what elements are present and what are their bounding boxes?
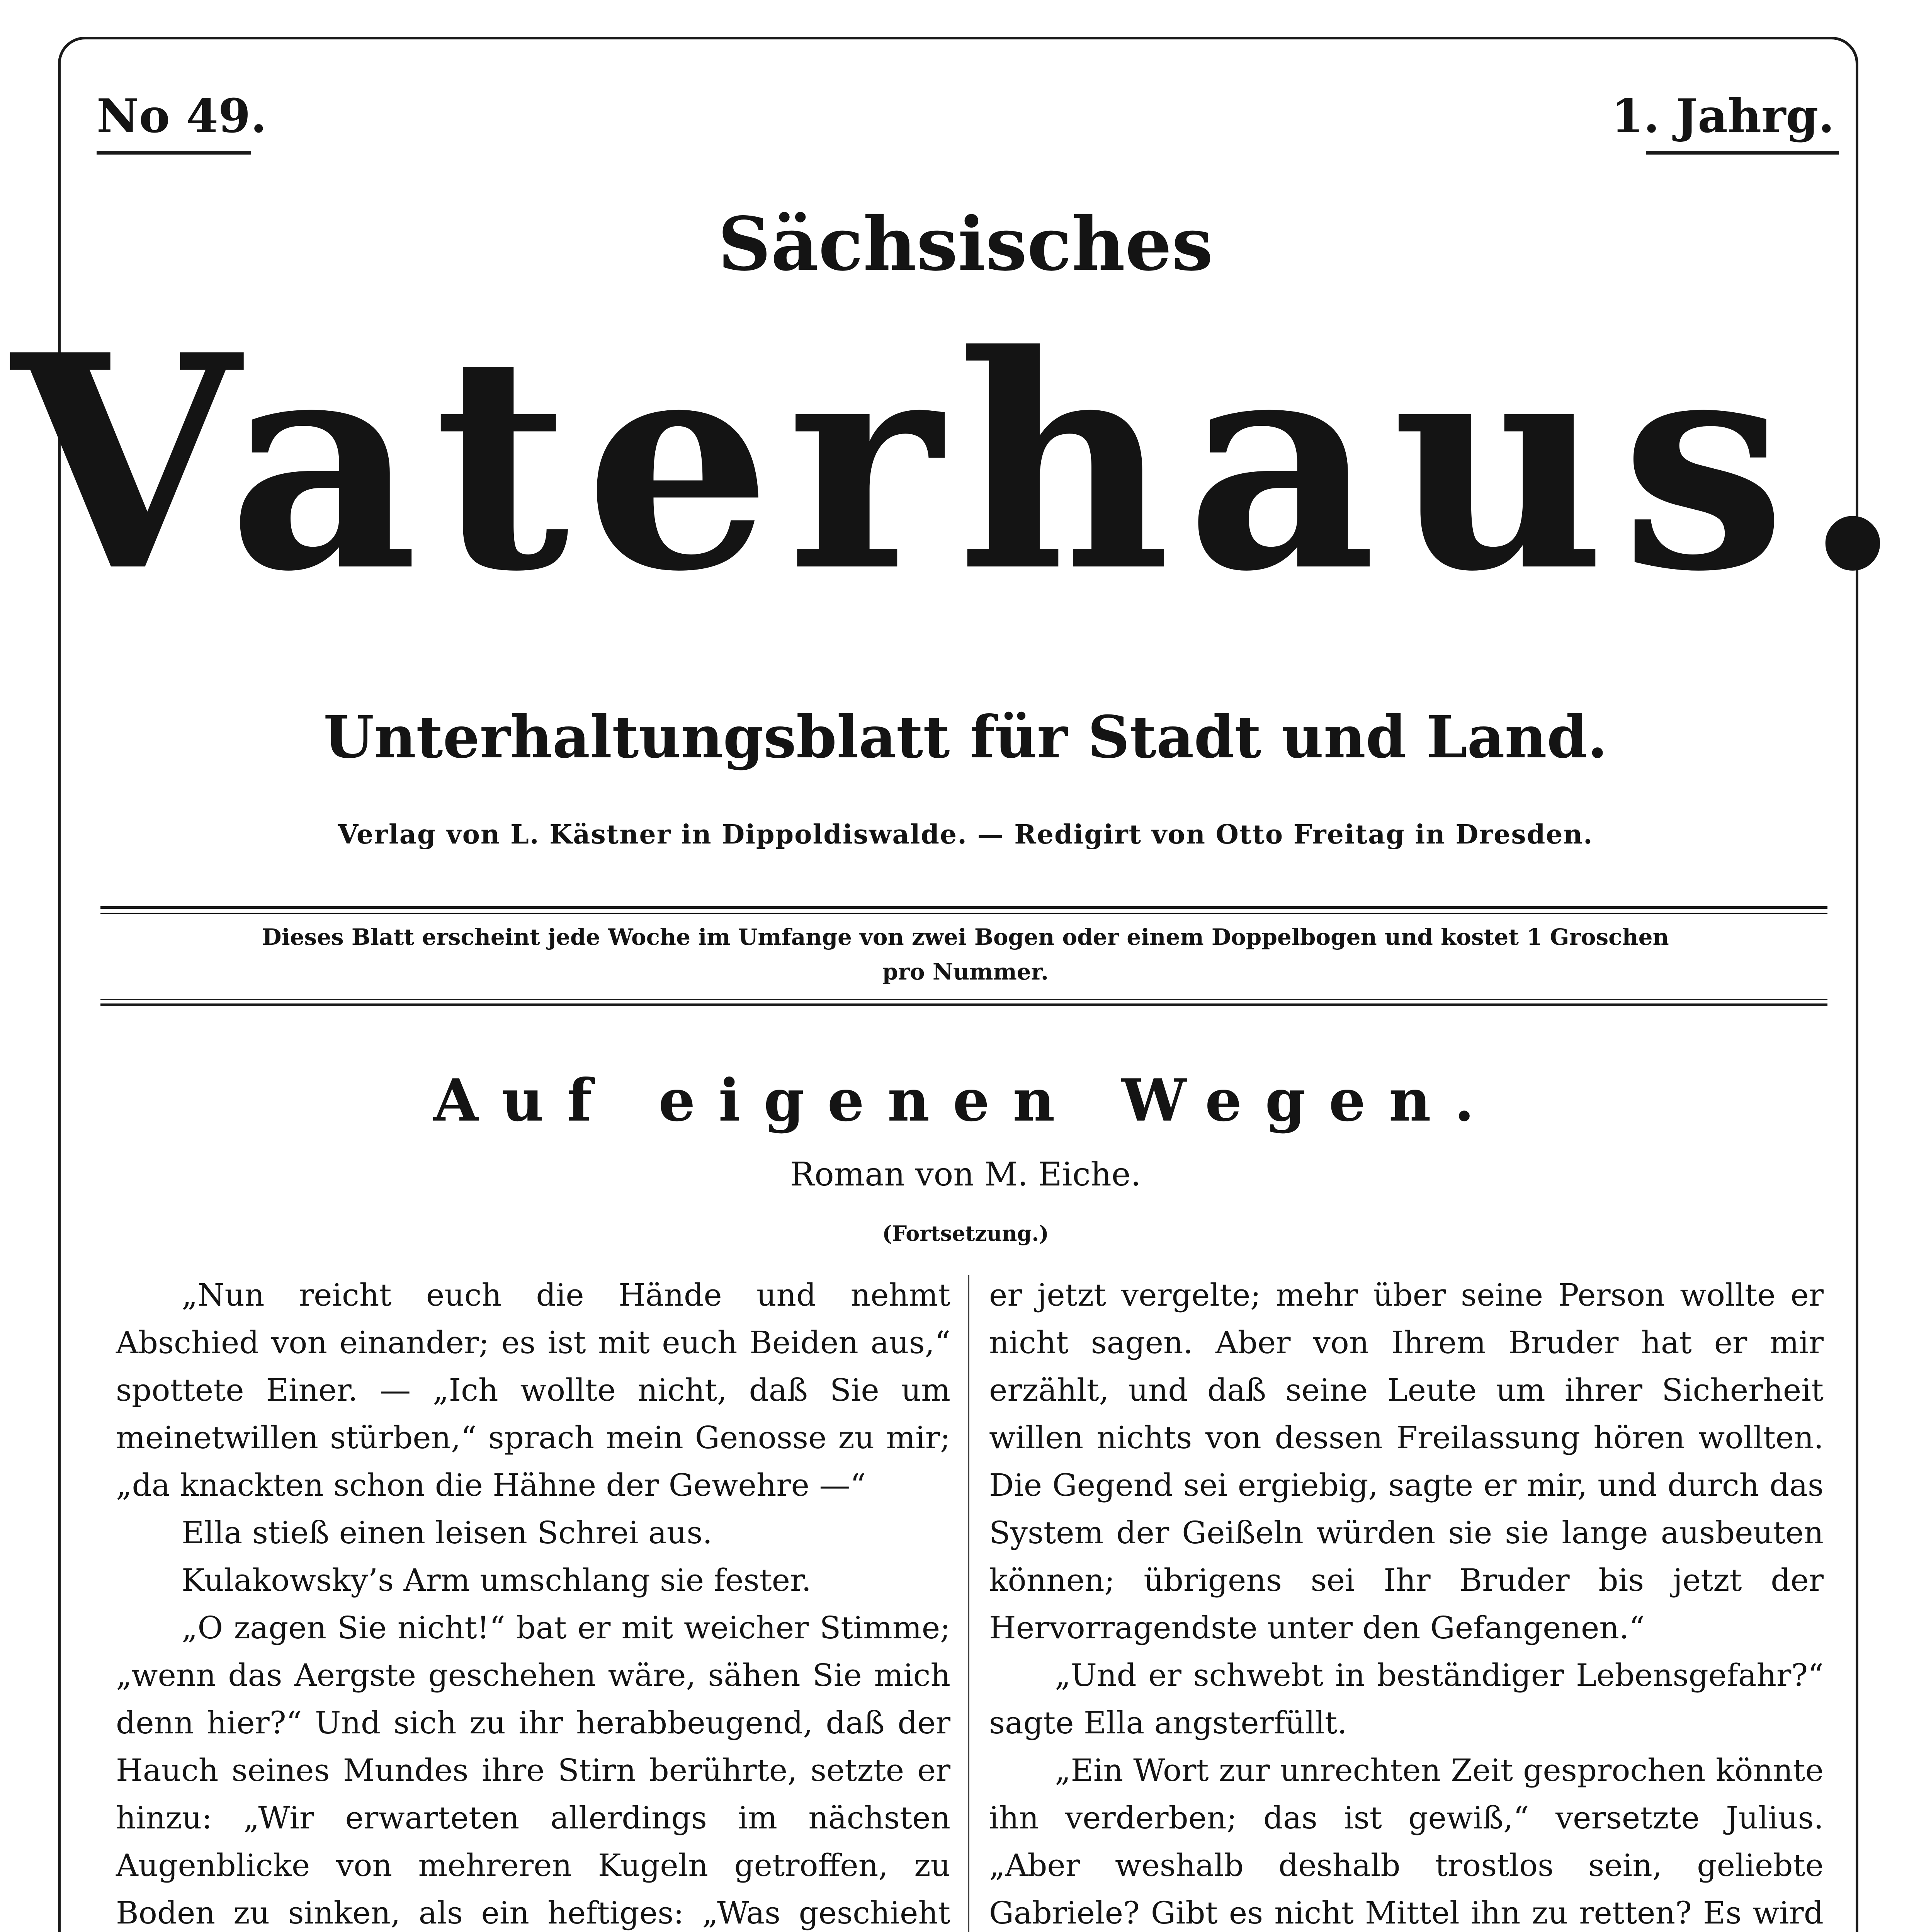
publisher-line: Verlag von L. Kästner in Dippoldiswalde. — Redigirt von Otto Freitag in Dresden.: [338, 819, 1593, 850]
notice-top-rule: [100, 906, 1827, 909]
notice-bottom-rule: [100, 1003, 1827, 1006]
paragraph: „Ein Wort zur unrechten Zeit gesprochen könnte ihn verderben; das ist gewiß,“ versetzte Julius. „Aber weshalb deshalb trostlos sein, geliebte Gabriele? Gibt es nicht Mittel ihn zu retten? Es wird: [989, 1752, 1824, 1931]
continuation-note: (Fortsetzung.): [882, 1221, 1049, 1246]
notice-line-2: pro Nummer.: [882, 959, 1049, 985]
masthead-title: Vaterhaus.: [12, 291, 1919, 636]
issue-underline: [97, 151, 251, 155]
issue-number: No 49.: [97, 89, 267, 143]
masthead-pretitle: Sächsisches: [718, 201, 1213, 287]
paragraph: Ella stieß einen leisen Schrei aus.: [182, 1515, 712, 1551]
paragraph: er jetzt vergelte; mehr über seine Person wollte er nicht sagen. Aber von Ihrem Bruder hat er mir erzählt, und daß seine Leute um ihrer Sicherheit willen nichts von dessen Freilassung hören wollten. Die Gegend sei ergiebig, sagte er mir, und durch das System der Geißeln würden sie sie lange ausbeuten können; übrigens sei Ihr Bruder bis jetzt der Hervorragendste unter den Gefangenen.“: [989, 1277, 1824, 1646]
notice-bottom-rule-thin: [100, 999, 1827, 1000]
column-divider: [968, 1275, 969, 1932]
paragraph: „Und er schwebt in beständiger Lebensgefahr?“ sagte Ella angsterfüllt.: [989, 1657, 1824, 1741]
notice-top-rule-thin: [100, 913, 1827, 914]
year-underline: [1646, 151, 1839, 155]
left-column: [116, 1271, 950, 1932]
subscription-notice: [0, 920, 1931, 989]
masthead-subtitle: Unterhaltungsblatt für Stadt und Land.: [323, 703, 1608, 771]
notice-line-1: Dieses Blatt erscheint jede Woche im Umfange von zwei Bogen oder einem Doppelbogen und kostet 1 Groschen: [262, 924, 1669, 950]
story-title: Auf eigenen Wegen.: [433, 1066, 1498, 1134]
paragraph: „Nun reicht euch die Hände und nehmt Abschied von einander; es ist mit euch Beiden aus,“ spottete Einer. — „Ich wollte nicht, daß Sie um meinetwillen stürben,“ sprach mein Genosse zu mir; „da knackten schon die Hähne der Gewehre —“: [116, 1277, 950, 1503]
right-column: [989, 1271, 1824, 1932]
paragraph: Kulakowsky’s Arm umschlang sie fester.: [182, 1562, 811, 1598]
story-author: Roman von M. Eiche.: [790, 1155, 1141, 1193]
paragraph: „O zagen Sie nicht!“ bat er mit weicher Stimme; „wenn das Aergste geschehen wäre, sähen Sie mich denn hier?“ Und sich zu ihr herabbeugend, daß der Hauch seines Mundes ihre Stirn berührte, setzte er hinzu: „Wir erwarteten allerdings im nächsten Augenblicke von mehreren Kugeln getroffen, zu Boden zu sinken, als ein heftiges: „Was geschieht: [116, 1610, 950, 1931]
volume-year: 1. Jahrg.: [1611, 89, 1834, 143]
